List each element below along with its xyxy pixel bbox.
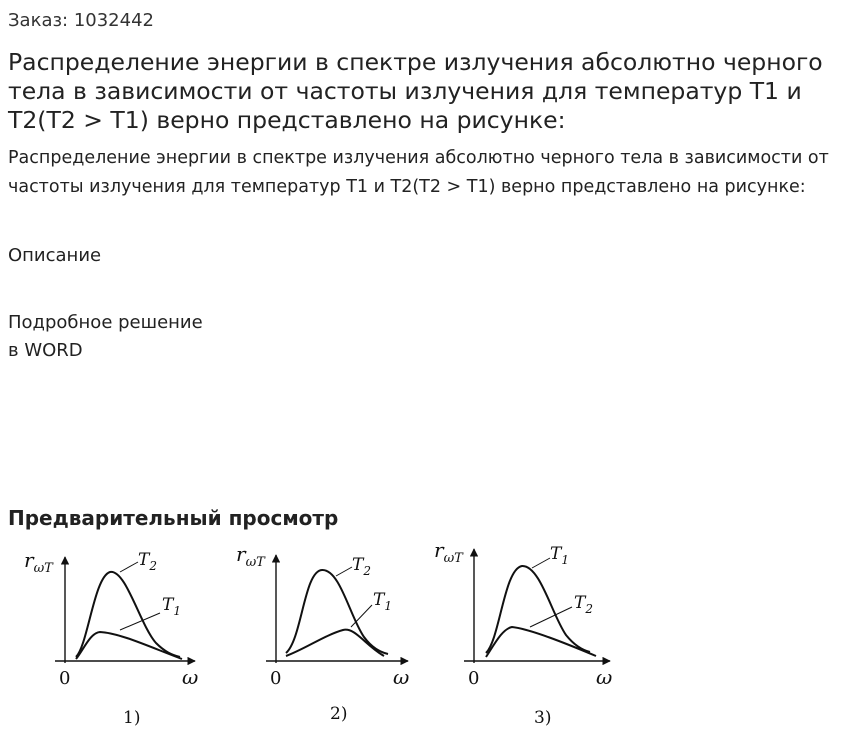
panel-2-upper-label: $T_2$ [352,555,371,578]
order-number: Заказ: 1032442 [8,10,154,31]
panel-3-upper-label: $T_1$ [550,544,569,567]
panel-1-y-label: $r_{\omega T}$ [24,548,53,576]
panel-1-x-label: ω [182,665,199,689]
panel-3-origin: 0 [468,668,480,689]
panel-2-origin: 0 [270,668,282,689]
panel-2-y-label: $r_{\omega T}$ [236,542,265,570]
description-label: Описание [8,245,102,266]
panel-2-caption: 2) [330,704,348,724]
panel-3 [434,538,612,728]
panel-2-lower-label: $T_1$ [373,590,392,613]
solution-note-line1: Подробное решение [8,312,203,333]
solution-note [8,309,203,365]
preview-figure [0,535,640,735]
panel-1-lower-label: $T_1$ [162,595,181,618]
panel-1-origin: 0 [59,668,71,689]
panel-2-upper-curve [286,570,388,654]
panel-3-x-label: ω [596,665,613,689]
question-text: Распределение энергии в спектре излучения абсолютно черного тела в зависимости от частоты излучения для температур T1 и T2(T2 > T1) верно представлено на рисунке: [8,148,829,197]
panel-1-caption: 1) [123,708,141,728]
panel-1-lower-curve [76,632,182,659]
panel-2-x-label: ω [393,665,410,689]
panel-1 [24,548,198,728]
panel-3-caption: 3) [534,708,552,728]
panel-3-lower-curve [486,627,596,657]
page-title: Распределение энергии в спектре излучения абсолютно черного тела в зависимости от частоты излучения для температур T1 и T2(T2 > T1) верно представлено на рисунке: [8,48,823,134]
preview-heading: Предварительный просмотр [8,506,339,530]
panel-3-lower-label: $T_2$ [574,593,593,616]
panel-2 [236,542,409,724]
panel-3-y-label: $r_{\omega T}$ [434,538,463,566]
solution-note-line2: в WORD [8,340,83,361]
panel-1-upper-label: $T_2$ [138,550,157,573]
